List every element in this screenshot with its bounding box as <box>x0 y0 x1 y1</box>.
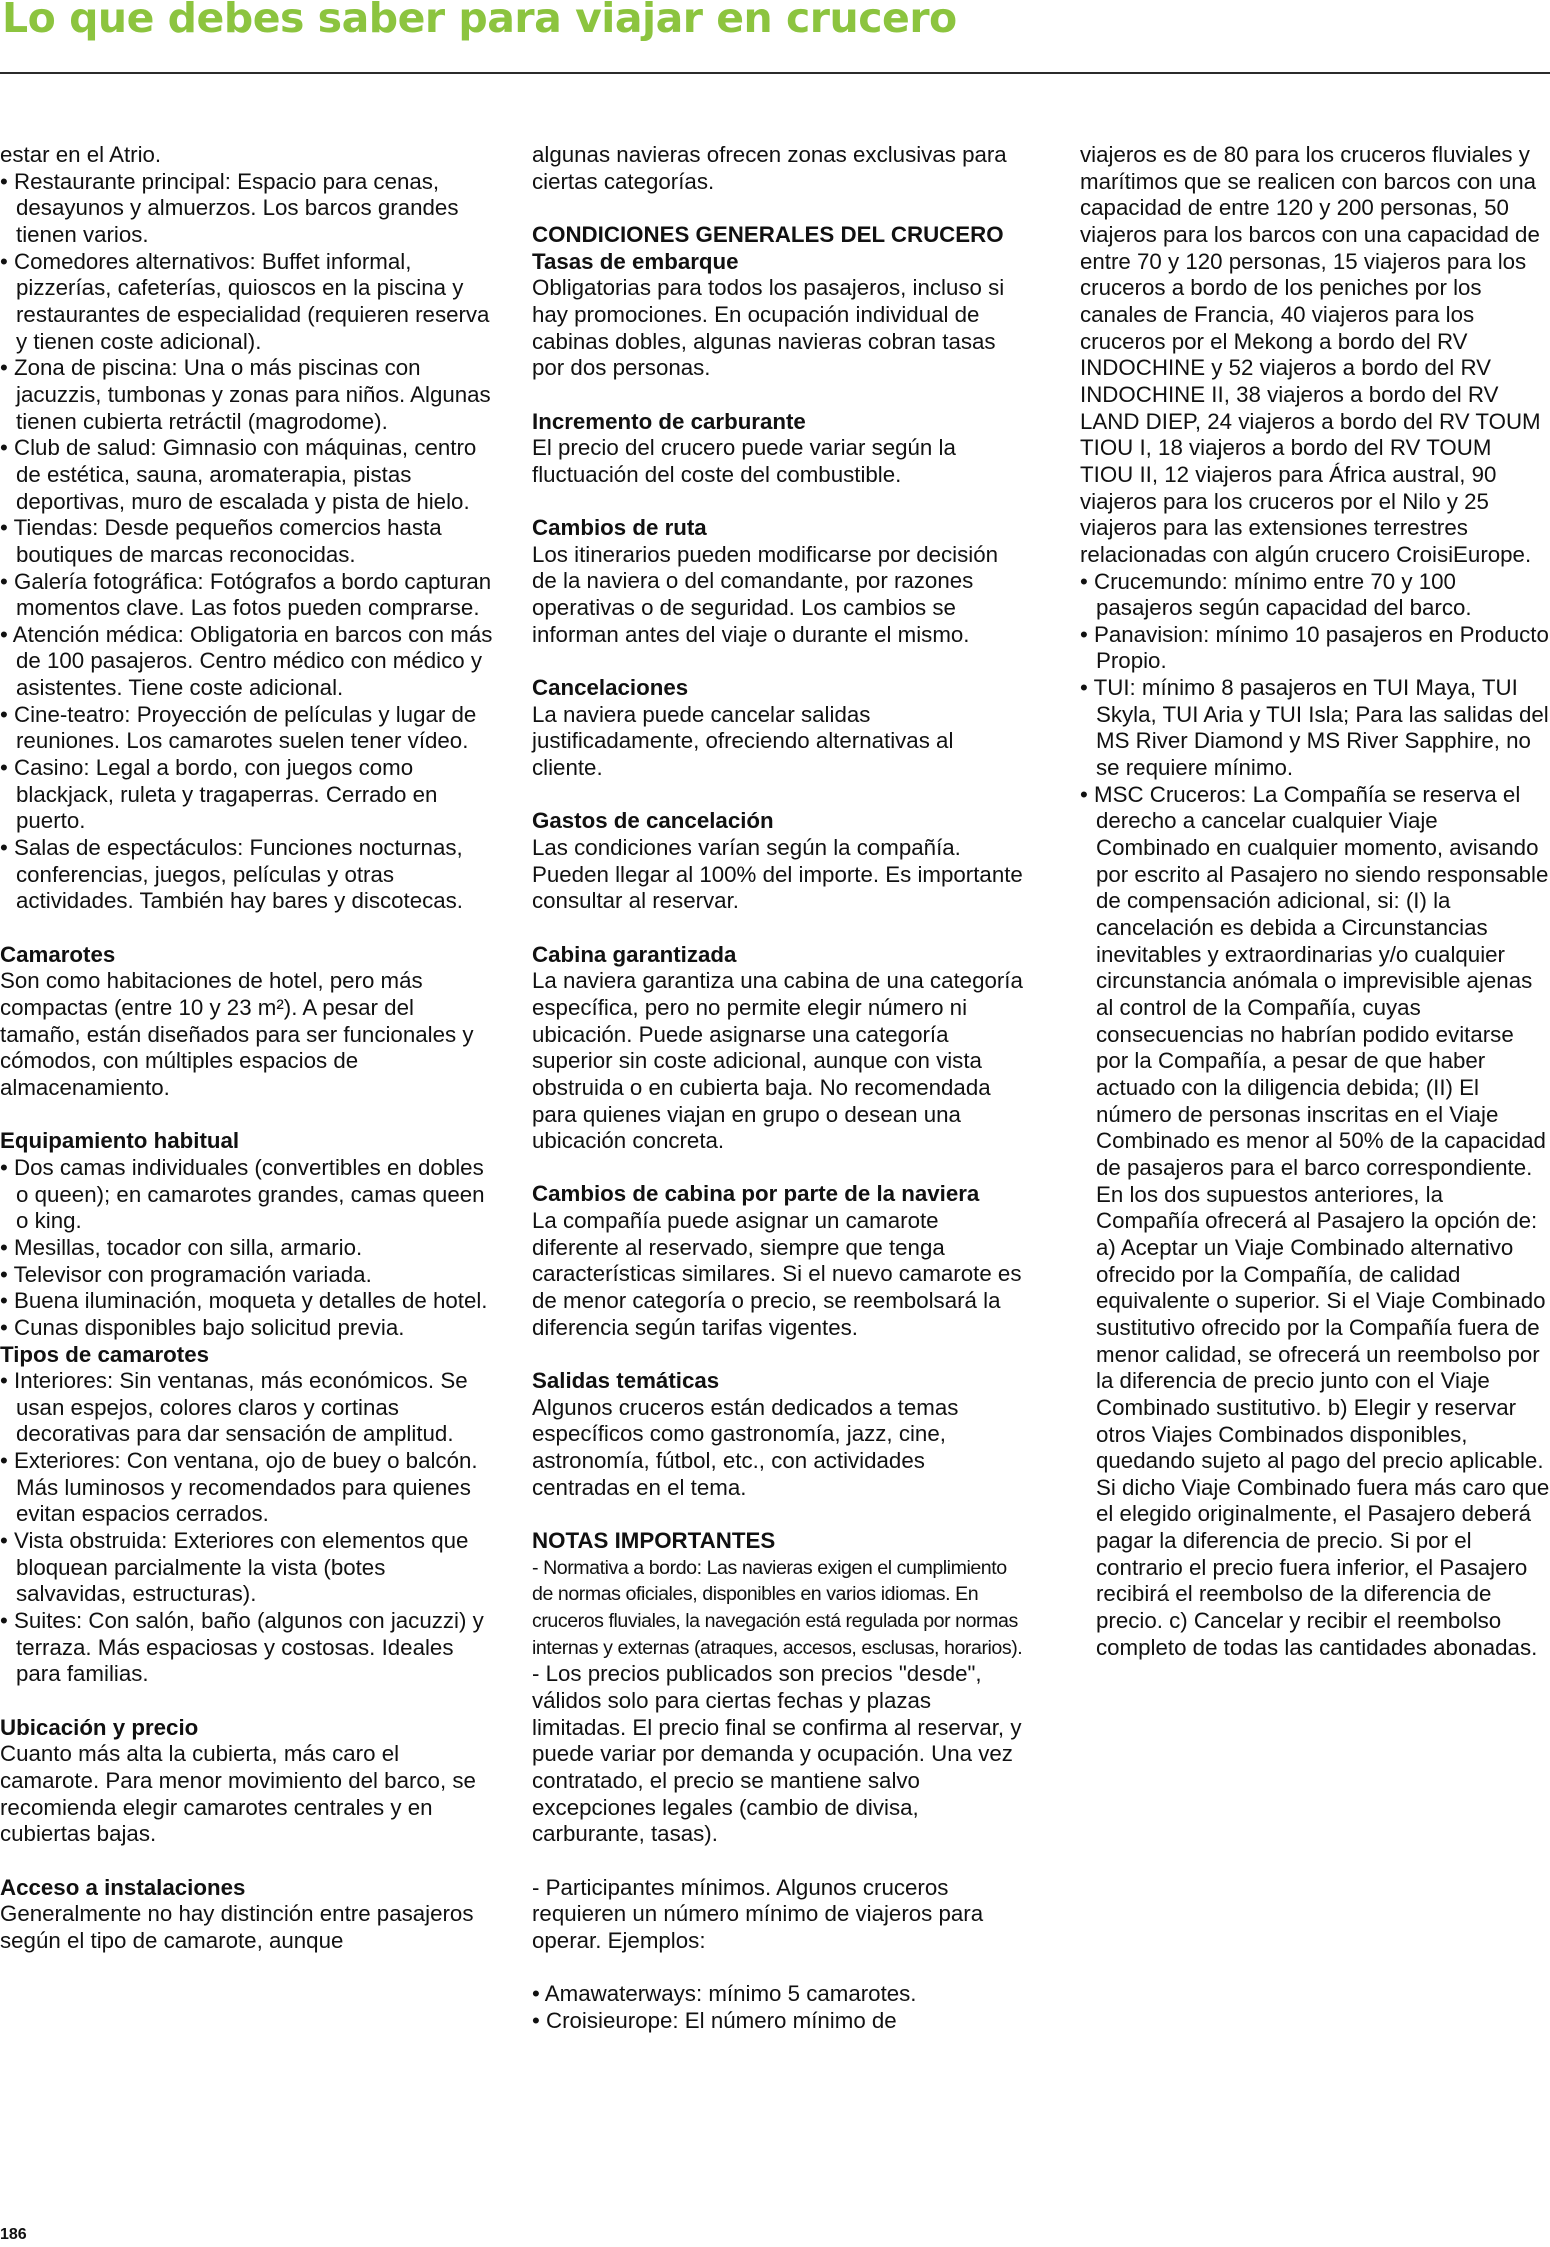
list-item: • Vista obstruida: Exteriores con elementos que bloquean parcialmente la vista (botes salvavidas, estructuras). <box>0 1528 469 1607</box>
column-3 <box>1080 142 1550 1661</box>
subsection-heading: Cambios de ruta <box>532 515 707 541</box>
list-item: • MSC Cruceros: La Compañía se reserva el derecho a cancelar cualquier Viaje Combinado en cualquier momento, avisando por escrito al Pasajero no siendo responsable de compensación adicional, si: (I) la cancelación es debida a Circunstancias inevitables y extraordinarias y/o cualquier circunstancia anómala o imprevisible ajenas al control de la Compañía, cuyas consecuencias no habrían podido evitarse por la Compañía, a pesar de que haber actuado con la diligencia debida; (II) El número de personas inscritas en el Viaje Combinado es menor al 50% de la capacidad de pasajeros para el barco correspondiente. En los dos supuestos anteriores, la Compañía ofrecerá al Pasajero la opción de: a) Aceptar un Viaje Combinado alternativo ofrecido por la Compañía, de calidad equivalente o superior. Si el Viaje Combinado sustitutivo ofrecido por la Compañía fuera de menor calidad, se ofrecerá un reembolso por la diferencia de precio junto con el Viaje Combinado sustitutivo. b) Elegir y reservar otros Viajes Combinados disponibles, quedando sujeto al pago del precio aplicable. Si dicho Viaje Combinado fuera más caro que el elegido originalmente, el Pasajero deberá pagar la diferencia de precio. Si por el contrario el precio fuera inferior, el Pasajero recibirá el reembolso de la diferencia de precio. c) Cancelar y recibir el reembolso completo de todas las cantidades abonadas. <box>1080 781 1550 1660</box>
paragraph: algunas navieras ofrecen zonas exclusivas para ciertas categorías. <box>532 142 1007 194</box>
subsection-heading: Cabina garantizada <box>532 941 737 967</box>
subsection-heading: Cambios de cabina por parte de la naviera <box>532 1181 980 1207</box>
list-item: • Atención médica: Obligatoria en barcos con más de 100 pasajeros. Centro médico con médico y asistentes. Tiene coste adicional. <box>0 621 493 701</box>
note-paragraph: - Los precios publicados son precios "desde", válidos solo para ciertas fechas y plazas limitadas. El precio final se confirma al reservar, y puede variar por demanda y ocupación. Una vez contratado, el precio se mantiene salvo excepciones legales (cambio de divisa, carburante, tasas). <box>532 1661 1022 1847</box>
column-1 <box>0 142 500 1955</box>
section-heading: Camarotes <box>0 941 116 967</box>
subsection-heading: Tasas de embarque <box>532 248 739 274</box>
list-item: • Galería fotográfica: Fotógrafos a bordo capturan momentos clave. Las fotos pueden comprarse. <box>0 568 492 621</box>
section-heading: Acceso a instalaciones <box>0 1874 246 1900</box>
paragraph: Las condiciones varían según la compañía. Pueden llegar al 100% del importe. Es importante consultar al reservar. <box>532 834 1023 914</box>
note-paragraph: - Participantes mínimos. Algunos cruceros requieren un número mínimo de viajeros para operar. Ejemplos: <box>532 1874 984 1953</box>
section-heading: Equipamiento habitual <box>0 1128 240 1154</box>
list-item: • Televisor con programación variada. <box>0 1261 372 1287</box>
list-item: • Restaurante principal: Espacio para cenas, desayunos y almuerzos. Los barcos grandes tienen varios. <box>0 168 459 247</box>
paragraph: Generalmente no hay distinción entre pasajeros según el tipo de camarote, aunque <box>0 1901 474 1953</box>
page-header <box>0 0 1550 74</box>
list-item: • Salas de espectáculos: Funciones nocturnas, conferencias, juegos, películas y otras actividades. También hay bares y discotecas. <box>0 835 464 914</box>
list-item: • TUI: mínimo 8 pasajeros en TUI Maya, TUI Skyla, TUI Aria y TUI Isla; Para las salidas del MS River Diamond y MS River Sapphire, no se requiere mínimo. <box>1080 675 1549 781</box>
paragraph: La naviera puede cancelar salidas justificadamente, ofreciendo alternativas al cliente. <box>532 701 954 781</box>
paragraph: Algunos cruceros están dedicados a temas específicos como gastronomía, jazz, cine, astronomía, fútbol, etc., con actividades centradas en el tema. <box>532 1394 959 1500</box>
list-item: • Club de salud: Gimnasio con máquinas, centro de estética, sauna, aromaterapia, pistas deportivas, muro de escalada y pista de hielo. <box>0 435 477 514</box>
section-heading: NOTAS IMPORTANTES <box>532 1527 776 1553</box>
paragraph: El precio del crucero puede variar según la fluctuación del coste del combustible. <box>532 435 956 487</box>
list-item: • Amawaterways: mínimo 5 camarotes. <box>532 1981 917 2007</box>
list-item: • Tiendas: Desde pequeños comercios hasta boutiques de marcas reconocidas. <box>0 515 442 567</box>
list-item: • Croisieurope: El número mínimo de <box>532 2007 897 2033</box>
list-item: • Zona de piscina: Una o más piscinas con jacuzzis, tumbonas y zonas para niños. Algunas tienen cubierta retráctil (magrodome). <box>0 355 491 434</box>
subsection-heading: Gastos de cancelación <box>532 808 774 834</box>
paragraph: Cuanto más alta la cubierta, más caro el camarote. Para menor movimiento del barco, se recomienda elegir camarotes centrales y en cubiertas bajas. <box>0 1741 476 1847</box>
page-number: 186 <box>0 2226 27 2243</box>
subsection-heading: Salidas temáticas <box>532 1368 720 1394</box>
list-item: • Dos camas individuales (convertibles en dobles o queen); en camarotes grandes, camas queen o king. <box>0 1154 485 1234</box>
list-item: • Buena iluminación, moqueta y detalles de hotel. <box>0 1288 488 1314</box>
list-item: • Crucemundo: mínimo entre 70 y 100 pasajeros según capacidad del barco. <box>1080 568 1472 621</box>
list-item: • Panavision: mínimo 10 pasajeros en Producto Propio. <box>1080 621 1549 674</box>
column-2 <box>532 142 1027 2034</box>
paragraph: Los itinerarios pueden modificarse por decisión de la naviera o del comandante, por razones operativas o de seguridad. Los cambios se informan antes del viaje o durante el mismo. <box>532 541 999 647</box>
section-heading: Tipos de camarotes <box>0 1341 210 1367</box>
section-heading: Ubicación y precio <box>0 1714 199 1740</box>
paragraph: estar en el Atrio. <box>0 142 162 167</box>
page-title: Lo que debes saber para viajar en crucero <box>2 0 957 42</box>
paragraph: Obligatorias para todos los pasajeros, incluso si hay promociones. En ocupación individual de cabinas dobles, algunas navieras cobran tasas por dos personas. <box>532 275 1005 381</box>
list-item: • Comedores alternativos: Buffet informal, pizzerías, cafeterías, quioscos en la piscina y restaurantes de especialidad (requieren reserva y tienen coste adicional). <box>0 248 490 354</box>
paragraph: viajeros es de 80 para los cruceros fluviales y marítimos que se realicen con barcos con una capacidad de entre 120 y 200 personas, 50 viajeros para los barcos con una capacidad de entre 70 y 120 personas, 15 viajeros para los cruceros a bordo de los peniches por los canales de Francia, 40 viajeros para los cruceros por el Mekong a bordo del RV INDOCHINE y 52 viajeros a bordo del RV INDOCHINE II, 38 viajeros a bordo del RV LAND DIEP, 24 viajeros a bordo del RV TOUM TIOU I, 18 viajeros a bordo del RV TOUM TIOU II, 12 viajeros para África austral, 90 viajeros para los cruceros por el Nilo y 25 viajeros para las extensiones terrestres relacionadas con algún crucero CroisiEurope. <box>1080 142 1541 567</box>
paragraph: La naviera garantiza una cabina de una categoría específica, pero no permite elegir número ni ubicación. Puede asignarse una categoría superior sin coste adicional, aunque con vista obstruida o en cubierta baja. No recomendada para quienes viajan en grupo o desean una ubicación concreta. <box>532 968 1023 1154</box>
section-heading: CONDICIONES GENERALES DEL CRUCERO <box>532 221 1004 247</box>
note-paragraph: - Normativa a bordo: Las navieras exigen el cumplimiento de normas oficiales, disponibles en varios idiomas. En cruceros fluviales, la navegación está regulada por normas internas y externas (atraques, accesos, esclusas, horarios). <box>532 1556 1023 1659</box>
subsection-heading: Incremento de carburante <box>532 408 806 434</box>
subsection-heading: Cancelaciones <box>532 675 689 701</box>
list-item: • Suites: Con salón, baño (algunos con jacuzzi) y terraza. Más espaciosas y costosas. Ideales para familias. <box>0 1608 484 1687</box>
list-item: • Cunas disponibles bajo solicitud previa. <box>0 1314 405 1340</box>
list-item: • Exteriores: Con ventana, ojo de buey o balcón. Más luminosos y recomendados para quienes evitan espacios cerrados. <box>0 1448 478 1527</box>
paragraph: Son como habitaciones de hotel, pero más compactas (entre 10 y 23 m²). A pesar del tamaño, están diseñados para ser funcionales y cómodos, con múltiples espacios de almacenamiento. <box>0 968 474 1100</box>
list-item: • Interiores: Sin ventanas, más económicos. Se usan espejos, colores claros y cortinas decorativas para dar sensación de amplitud. <box>0 1368 468 1447</box>
list-item: • Cine-teatro: Proyección de películas y lugar de reuniones. Los camarotes suelen tener vídeo. <box>0 701 477 754</box>
list-item: • Mesillas, tocador con silla, armario. <box>0 1234 363 1260</box>
list-item: • Casino: Legal a bordo, con juegos como blackjack, ruleta y tragaperras. Cerrado en puerto. <box>0 755 438 834</box>
paragraph: La compañía puede asignar un camarote diferente al reservado, siempre que tenga características similares. Si el nuevo camarote es de menor categoría o precio, se reembolsará la diferencia según tarifas vigentes. <box>532 1208 1022 1340</box>
